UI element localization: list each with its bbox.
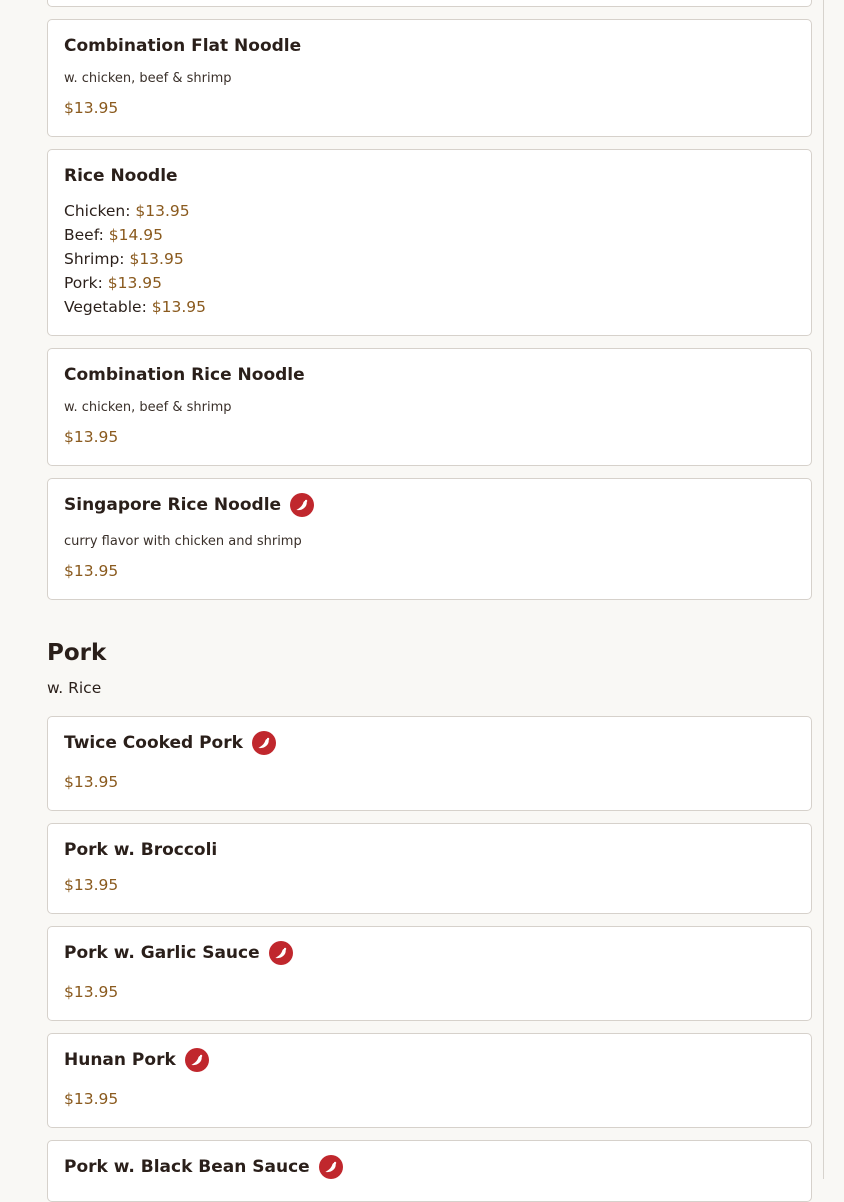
variant-price: $14.95 xyxy=(108,226,164,244)
menu-item-name: Rice Noodle xyxy=(64,166,178,186)
chili-pepper-icon xyxy=(319,1155,343,1179)
menu-item-card[interactable] xyxy=(47,1140,812,1202)
menu-item-card[interactable] xyxy=(47,1033,812,1128)
chili-pepper-icon xyxy=(290,493,314,517)
price-variant xyxy=(64,247,206,271)
menu-item-description: w. chicken, beef & shrimp xyxy=(64,71,232,86)
variant-label: Vegetable: xyxy=(64,298,147,316)
variant-price: $13.95 xyxy=(135,202,190,220)
menu-item-card[interactable] xyxy=(47,348,812,466)
price-variant xyxy=(64,223,206,247)
menu-item-card[interactable] xyxy=(47,19,812,137)
menu-item-name: Pork w. Broccoli xyxy=(64,840,218,860)
menu-item-name: Pork w. Black Bean Sauce xyxy=(64,1157,310,1177)
price-variant xyxy=(64,199,206,223)
menu-item-description: curry flavor with chicken and shrimp xyxy=(64,534,302,549)
menu-item-card-partial xyxy=(47,0,812,7)
menu-item-description: w. chicken, beef & shrimp xyxy=(64,400,232,415)
chili-pepper-icon xyxy=(269,941,293,965)
variant-price: $13.95 xyxy=(107,274,163,292)
variant-label: Shrimp: xyxy=(64,250,125,268)
menu-item-card[interactable] xyxy=(47,926,812,1021)
price-variants-list xyxy=(64,199,206,319)
section-title: Pork xyxy=(47,640,107,666)
menu-item-card[interactable] xyxy=(47,478,812,600)
menu-item-price: $13.95 xyxy=(64,562,119,580)
menu-item-price: $13.95 xyxy=(64,876,119,894)
variant-label: Beef: xyxy=(64,226,104,244)
scrollbar-track-edge xyxy=(823,0,824,1179)
variant-price: $13.95 xyxy=(151,298,206,316)
price-variant xyxy=(64,271,206,295)
menu-item-name: Twice Cooked Pork xyxy=(64,733,243,753)
variant-label: Pork: xyxy=(64,274,103,292)
menu-item-name: Pork w. Garlic Sauce xyxy=(64,943,260,963)
price-variant xyxy=(64,295,206,319)
variant-label: Chicken: xyxy=(64,202,131,220)
chili-pepper-icon xyxy=(185,1048,209,1072)
menu-item-price: $13.95 xyxy=(64,99,119,117)
menu-item-name: Combination Flat Noodle xyxy=(64,36,302,56)
menu-item-name: Hunan Pork xyxy=(64,1050,176,1070)
menu-item-name: Singapore Rice Noodle xyxy=(64,495,282,515)
menu-item-card[interactable] xyxy=(47,716,812,811)
section-subtitle: w. Rice xyxy=(47,679,102,697)
menu-item-price: $13.95 xyxy=(64,428,119,446)
chili-pepper-icon xyxy=(252,731,276,755)
menu-item-card[interactable] xyxy=(47,149,812,336)
menu-item-card[interactable] xyxy=(47,823,812,914)
menu-item-price: $13.95 xyxy=(64,1090,119,1108)
menu-item-name: Combination Rice Noodle xyxy=(64,365,305,385)
variant-price: $13.95 xyxy=(129,250,184,268)
menu-item-price: $13.95 xyxy=(64,773,119,791)
menu-item-price: $13.95 xyxy=(64,983,119,1001)
